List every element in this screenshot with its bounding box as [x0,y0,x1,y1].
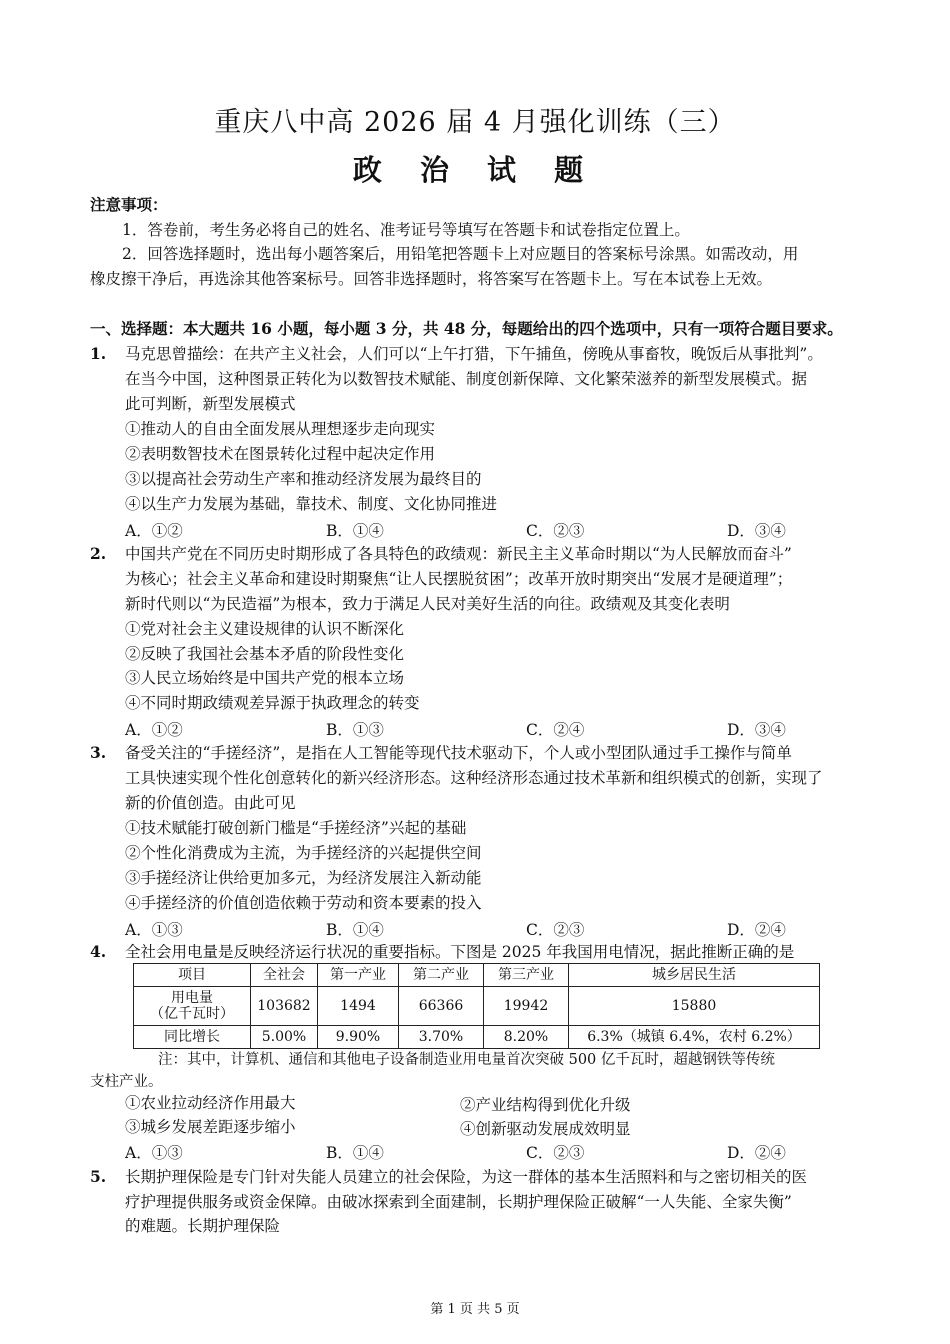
question-text: 的难题。长期护理保险 [125,1217,281,1235]
question-number: 5. [90,1167,107,1186]
question-text: 备受关注的“手搓经济”，是指在人工智能等现代技术驱动下，个人或小型团队通过手工操作与简单 [125,744,792,762]
question-number: 2. [90,544,107,563]
question-text: 新的价值创造。由此可见 [125,794,296,812]
option-c: C．②③ [526,522,585,540]
option-c: C．②④ [526,721,585,739]
exam-title: 重庆八中高 2026 届 4 月强化训练（三） [214,107,736,138]
table-cell: 5.00% [251,1026,318,1049]
table-note: 支柱产业。 [90,1074,163,1090]
option-a: A．①② [125,721,183,739]
question-text: 在当今中国，这种图景正转化为以数智技术赋能、制度创新保障、文化繁荣滋养的新型发展模式。据 [125,370,808,388]
question-text: 全社会用电量是反映经济运行状况的重要指标。下图是 2025 年我国用电情况，据此推断正确的是 [125,943,795,961]
question-text: 长期护理保险是专门针对失能人员建立的社会保险，为这一群体的基本生活照料和与之密切相关的医 [125,1168,808,1186]
notice-line-2a: 2．回答选择题时，选出每小题答案后，用铅笔把答题卡上对应题目的答案标号涂黑。如需改动，用 [122,245,799,263]
table-header-cell: 第一产业 [318,964,399,987]
option-b: B．①④ [326,921,384,939]
statement-item: ②产业结构得到优化升级 [460,1096,631,1114]
notice-line-1: 1．答卷前，考生务必将自己的姓名、准考证号等填写在答题卡和试卷指定位置上。 [122,221,690,239]
option-a: A．①③ [125,1144,183,1162]
question-text: 为核心；社会主义革命和建设时期聚焦“让人民摆脱贫困”；改革开放时期突出“发展才是硬道理”； [125,570,793,588]
option-d: D．②④ [727,1144,786,1162]
table-note: 注：其中，计算机、通信和其他电子设备制造业用电量首次突破 500 亿千瓦时，超越钢铁等传统 [158,1052,775,1068]
table-header-cell: 第二产业 [399,964,484,987]
question-text: 中国共产党在不同历史时期形成了各具特色的政绩观：新民主主义革命时期以“为人民解放而奋斗” [125,545,792,563]
table-row [134,987,820,1026]
table-cell: 6.3%（城镇 6.4%，农村 6.2%） [569,1026,820,1049]
statement-item: ②个性化消费成为主流，为手搓经济的兴起提供空间 [125,844,482,862]
notice-heading: 注意事项： [90,195,168,214]
question-number: 3. [90,743,107,762]
notice-line-2b: 橡皮擦干净后，再选涂其他答案标号。回答非选择题时，将答案写在答题卡上。写在本试卷上无效。 [90,270,773,288]
statement-item: ③手搓经济让供给更加多元，为经济发展注入新动能 [125,869,482,887]
question-text: 此可判断，新型发展模式 [125,395,296,413]
question-text: 马克思曾描绘：在共产主义社会，人们可以“上午打猎，下午捕鱼，傍晚从事畜牧，晚饭后从事批判”。 [125,345,823,363]
table-header-cell: 第三产业 [484,964,569,987]
option-d: D．②④ [727,921,786,939]
statement-item: ①党对社会主义建设规律的认识不断深化 [125,620,405,638]
subject-title: 政 治 试 题 [352,153,598,187]
table-header-cell: 城乡居民生活 [569,964,820,987]
question-text: 疗护理提供服务或资金保障。由破冰探索到全面建制，长期护理保险正破解“一人失能、全家失衡” [125,1193,792,1211]
statement-item: ③城乡发展差距逐步缩小 [125,1118,296,1136]
statement-item: ①技术赋能打破创新门槛是“手搓经济”兴起的基础 [125,819,467,837]
option-c: C．②③ [526,921,585,939]
statement-item: ②反映了我国社会基本矛盾的阶段性变化 [125,645,405,663]
page-footer: 第 1 页 共 5 页 [430,1302,520,1317]
table-row-label [134,987,251,1026]
row-label-line: 用电量 [171,990,213,1006]
option-b: B．①③ [326,721,384,739]
table-header-cell: 全社会 [251,964,318,987]
electricity-table [133,963,820,1049]
option-d: D．③④ [727,721,786,739]
table-cell: 8.20% [484,1026,569,1049]
option-a: A．①② [125,522,183,540]
statement-item: ①农业拉动经济作用最大 [125,1094,296,1112]
statement-item: ②表明数智技术在图景转化过程中起决定作用 [125,445,436,463]
statement-item: ④不同时期政绩观差异源于执政理念的转变 [125,694,420,712]
statement-item: ④手搓经济的价值创造依赖于劳动和资本要素的投入 [125,894,482,912]
table-cell: 3.70% [399,1026,484,1049]
option-a: A．①③ [125,921,183,939]
table-cell: 103682 [251,987,318,1026]
option-c: C．②③ [526,1144,585,1162]
table-cell: 66366 [399,987,484,1026]
option-d: D．③④ [727,522,786,540]
section-heading: 一、选择题：本大题共 16 小题，每小题 3 分，共 48 分，每题给出的四个选项中，只有一项符合题目要求。 [90,319,843,338]
table-row-label: 同比增长 [134,1026,251,1049]
table-header-cell: 项目 [134,964,251,987]
statement-item: ④创新驱动发展成效明显 [460,1120,631,1138]
question-text: 工具快速实现个性化创意转化的新兴经济形态。这种经济形态通过技术革新和组织模式的创新，实现了 [125,769,823,787]
table-header-row [134,964,820,987]
question-text: 新时代则以“为民造福”为根本，致力于满足人民对美好生活的向往。政绩观及其变化表明 [125,595,730,613]
row-label-unit: （亿千瓦时） [150,1006,234,1022]
statement-item: ③以提高社会劳动生产率和推动经济发展为最终目的 [125,470,482,488]
option-b: B．①④ [326,522,384,540]
table-row [134,1026,820,1049]
statement-item: ①推动人的自由全面发展从理想逐步走向现实 [125,420,436,438]
table-cell: 19942 [484,987,569,1026]
table-cell: 15880 [569,987,820,1026]
table-cell: 9.90% [318,1026,399,1049]
statement-item: ④以生产力发展为基础，靠技术、制度、文化协同推进 [125,495,498,513]
table-cell: 1494 [318,987,399,1026]
statement-item: ③人民立场始终是中国共产党的根本立场 [125,669,405,687]
question-number: 4. [90,942,107,961]
option-b: B．①④ [326,1144,384,1162]
question-number: 1. [90,344,107,363]
